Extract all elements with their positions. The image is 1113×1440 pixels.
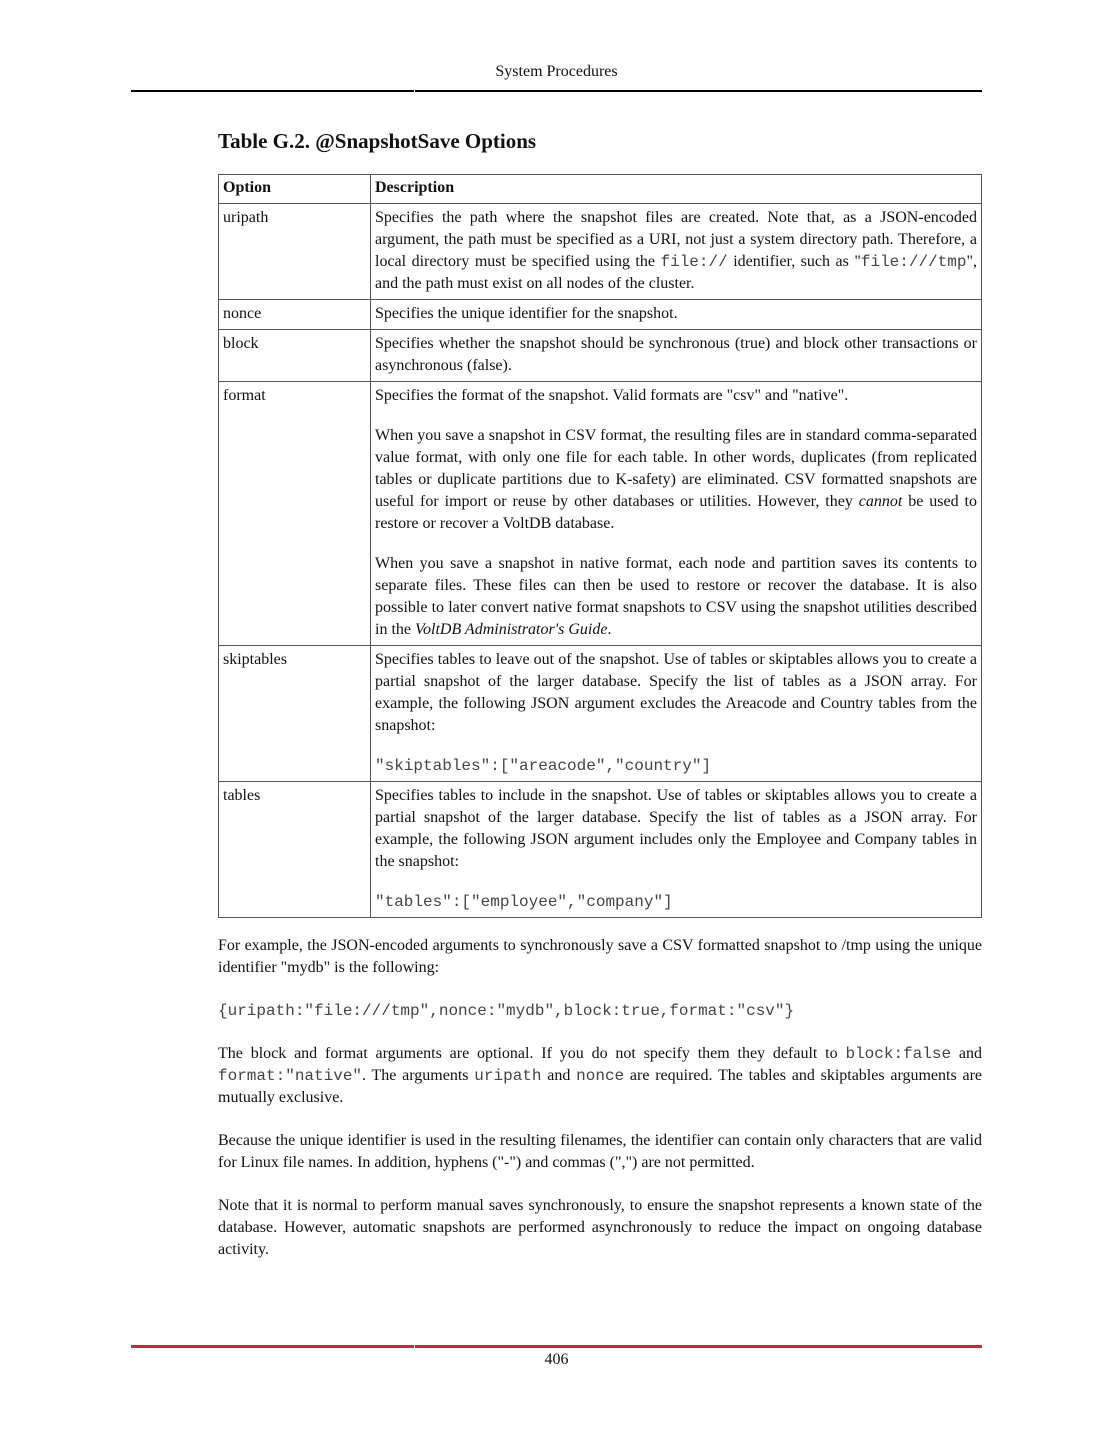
text-run: and [951, 1045, 982, 1062]
inline-code: file:// [660, 253, 728, 271]
table-row [219, 330, 982, 382]
text-run: The block and format arguments are optional. If you do not specify them they default to [218, 1045, 846, 1062]
option-name: uripath [219, 204, 371, 300]
option-description [371, 782, 982, 918]
text-run: Note that it is normal to perform manual saves synchronously, to ensure the snapshot represents a known state of the database. However, automatic snapshots are performed asynchronously to reduce the impact on ongoing database activity. [218, 1197, 982, 1258]
text-run: Specifies tables to include in the snapshot. Use of tables or skiptables allows you to create a partial snapshot of the larger database. Specify the list of tables as a JSON array. For example, the following JSON argument includes only the Employee and Company tables in the snapshot: [375, 787, 977, 870]
text-run: identifier, such as " [727, 253, 861, 270]
column-header-option: Option [219, 175, 371, 204]
inline-code: format:"native" [218, 1067, 363, 1085]
text-run: Because the unique identifier is used in the resulting filenames, the identifier can contain only characters that are valid for Linux file names. In addition, hyphens ("-") and commas (",") are not permitted. [218, 1132, 982, 1171]
inline-code: block:false [845, 1045, 952, 1063]
inline-code: "tables":["employee","company"] [375, 893, 673, 911]
text-run: When you save a snapshot in native format, each node and partition saves its contents to separate files. These files can then be used to restore or recover the database. It is also possible to later convert native format snapshots to CSV using the snapshot utilities described in the [375, 555, 977, 638]
body-text [218, 935, 982, 1282]
description-paragraph [375, 207, 977, 295]
text-run: Specifies the format of the snapshot. Valid formats are "csv" and "native". [375, 387, 849, 404]
description-paragraph [375, 425, 977, 535]
table-row [219, 204, 982, 300]
table-title: Table G.2. @SnapshotSave Options [218, 129, 537, 153]
table-row [219, 782, 982, 918]
description-paragraph [375, 785, 977, 873]
option-description [371, 646, 982, 782]
option-description [371, 330, 982, 382]
text-run: . [607, 621, 612, 638]
option-name: nonce [219, 300, 371, 330]
paragraph [218, 935, 982, 979]
text-run: . The arguments [362, 1067, 475, 1084]
option-name: format [219, 382, 371, 646]
table-row [219, 382, 982, 646]
page-number: 406 [544, 1351, 569, 1368]
paragraph [218, 1130, 982, 1174]
text-run: and [541, 1067, 577, 1084]
text-run: are required. The tables and skiptables arguments are mutually exclusive. [218, 1067, 982, 1106]
description-paragraph [375, 333, 977, 377]
description-paragraph [375, 385, 977, 407]
description-paragraph [375, 649, 977, 737]
inline-code: nonce [576, 1067, 625, 1085]
inline-code: file:///tmp [860, 253, 967, 271]
option-description [371, 204, 982, 300]
option-name: tables [219, 782, 371, 918]
paragraph [218, 1043, 982, 1109]
code-example: {uripath:"file:///tmp",nonce:"mydb",block:true,format:"csv"} [218, 1002, 795, 1020]
description-paragraph [375, 755, 977, 777]
option-description [371, 300, 982, 330]
header-rule [131, 90, 982, 92]
text-run: Specifies tables to leave out of the snapshot. Use of tables or skiptables allows you to create a partial snapshot of the larger database. Specify the list of tables as a JSON array. For example, the following JSON argument excludes the Areacode and Country tables from the snapshot: [375, 651, 977, 734]
paragraph [218, 1195, 982, 1261]
inline-code: "skiptables":["areacode","country"] [375, 757, 712, 775]
option-description [371, 382, 982, 646]
emphasis-text: VoltDB Administrator's Guide [415, 621, 608, 638]
text-run: be used to restore or recover a VoltDB database. [375, 493, 978, 532]
column-header-description: Description [371, 175, 982, 204]
options-table [218, 174, 982, 918]
text-run: ", and the path must exist on all nodes of the cluster. [375, 253, 978, 292]
description-paragraph [375, 553, 977, 641]
text-run: When you save a snapshot in CSV format, the resulting files are in standard comma-separated value format, with only one file for each table. In other words, duplicates (from replicated tables or duplicate partitions due to K-safety) are eliminated. CSV formatted snapshots are useful for import or reuse by other databases or utilities. However, they [375, 427, 977, 510]
table-row [219, 300, 982, 330]
option-name: skiptables [219, 646, 371, 782]
text-run: Specifies the unique identifier for the snapshot. [375, 305, 678, 322]
inline-code: uripath [474, 1067, 542, 1085]
table-row [219, 646, 982, 782]
table-header-row [219, 175, 982, 204]
text-run: Specifies the path where the snapshot files are created. Note that, as a JSON-encoded argument, the path must be specified as a URI, not just a system directory path. Therefore, a local directory must be specified using the [375, 209, 977, 270]
footer-rule [131, 1345, 982, 1348]
emphasis-text: cannot [858, 493, 903, 510]
text-run: Specifies whether the snapshot should be synchronous (true) and block other transactions or asynchronous (false). [375, 335, 977, 374]
description-paragraph [375, 891, 977, 913]
running-header: System Procedures [495, 63, 618, 80]
option-name: block [219, 330, 371, 382]
text-run: For example, the JSON-encoded arguments to synchronously save a CSV formatted snapshot to /tmp using the unique identifier "mydb" is the following: [218, 937, 982, 976]
description-paragraph [375, 303, 977, 325]
